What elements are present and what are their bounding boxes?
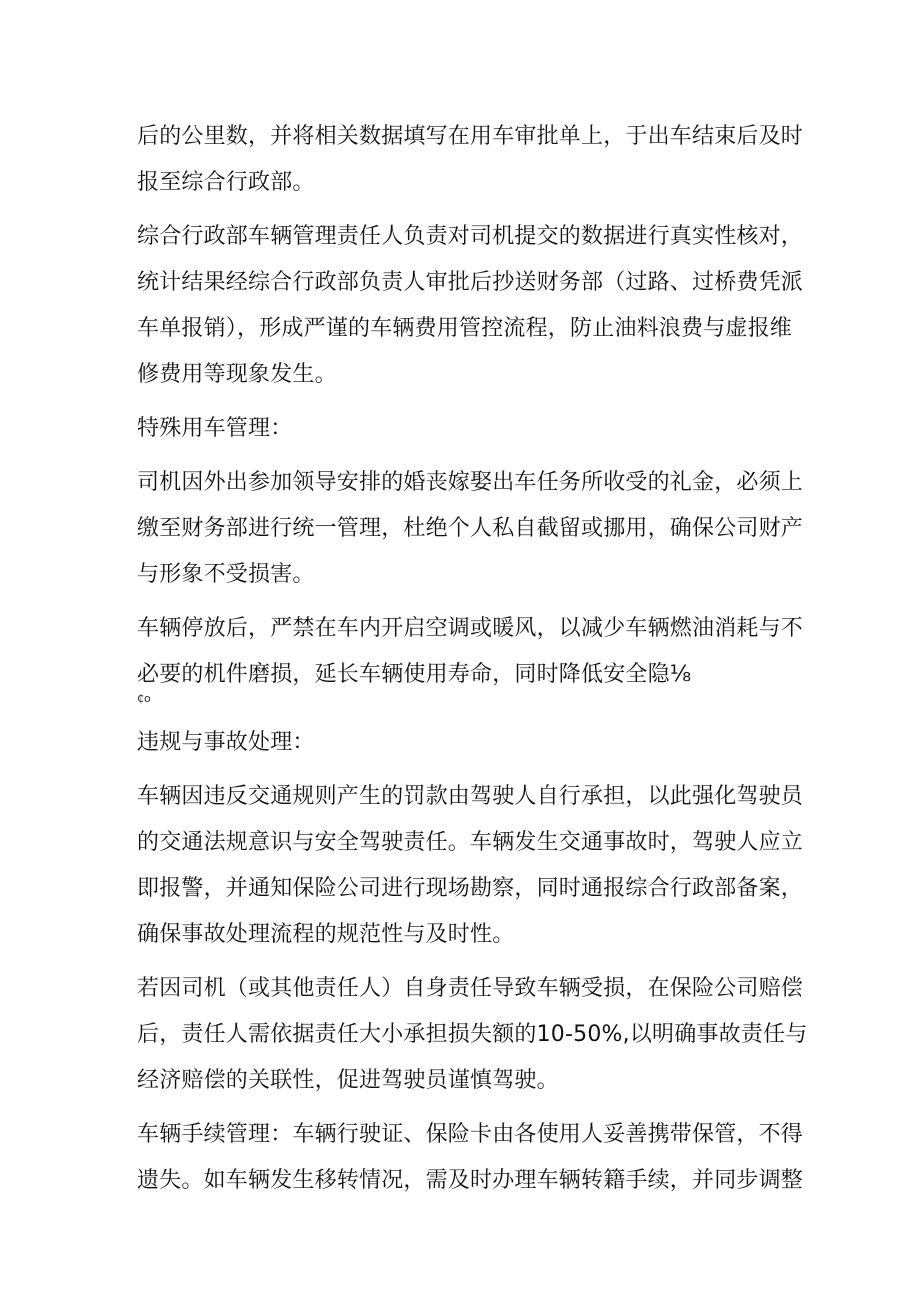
- section-heading-special-use: [137, 406, 827, 452]
- section-heading-violations: [137, 720, 827, 766]
- text-line: 缴至财务部进行统一管理，杜绝个人私自截留或挪用，确保公司财产: [137, 516, 804, 541]
- text-line: 与形象不受损害。: [137, 562, 315, 587]
- stray-glyphs: ₵o: [137, 692, 151, 705]
- text-line: 统计结果经综合行政部负责人审批后抄送财务部（过路、过桥费凭派: [137, 270, 804, 295]
- text-line: 车辆因违反交通规则产生的罚款由驾驶人自行承担，以此强化驾驶员: [137, 784, 804, 809]
- text-line: 综合行政部车辆管理责任人负责对司机提交的数据进行真实性核对，: [137, 224, 804, 249]
- text-line: 违规与事故处理：: [137, 730, 315, 755]
- text-line: 确保事故处理流程的规范性与及时性。: [137, 922, 515, 947]
- text-line: 车辆停放后，严禁在车内开启空调或暖风，以减少车辆燃油消耗与不: [137, 616, 804, 641]
- text-line: 车单报销），形成严谨的车辆费用管控流程，防止油料浪费与虚报维: [137, 316, 793, 341]
- text-line: 的交通法规意识与安全驾驶责任。车辆发生交通事故时，驾驶人应立: [137, 830, 804, 855]
- paragraph-gift-money: [137, 460, 827, 598]
- text-line: 后，责任人需依据责任大小承担损失额的10-50%,以明确事故责任与: [137, 1022, 808, 1047]
- text-line: 即报警，并通知保险公司进行现场勘察，同时通报综合行政部备案，: [137, 876, 804, 901]
- paragraph-data-verification: [137, 214, 827, 398]
- paragraph-mileage-report: [137, 114, 827, 206]
- text-line: 遗失。如车辆发生移转情况，需及时办理车辆转籍手续，并同步调整: [137, 1168, 804, 1193]
- text-line: 报至综合行政部。: [137, 170, 315, 195]
- text-line: 司机因外出参加领导安排的婚丧嫁娶出车任务所收受的礼金，必须上: [137, 470, 804, 495]
- text-line: 必要的机件磨损，延长车辆使用寿命，同时降低安全隐⅛: [137, 662, 692, 687]
- text-line: 经济赔偿的关联性，促进驾驶员谨慎驾驶。: [137, 1068, 559, 1093]
- text-line: 修费用等现象发生。: [137, 362, 337, 387]
- paragraph-damage-liability: [137, 966, 827, 1104]
- text-line: 特殊用车管理：: [137, 416, 293, 441]
- document-body: [137, 114, 827, 1212]
- text-line: 车辆手续管理：车辆行驶证、保险卡由各使用人妥善携带保管，不得: [137, 1122, 804, 1147]
- text-line: 若因司机（或其他责任人）自身责任导致车辆受损，在保险公司赔偿: [137, 976, 804, 1001]
- paragraph-parking-rules: [137, 606, 827, 698]
- text-line: 后的公里数，并将相关数据填写在用车审批单上，于出车结束后及时: [137, 124, 804, 149]
- paragraph-vehicle-documents: [137, 1112, 827, 1204]
- paragraph-traffic-fines: [137, 774, 827, 958]
